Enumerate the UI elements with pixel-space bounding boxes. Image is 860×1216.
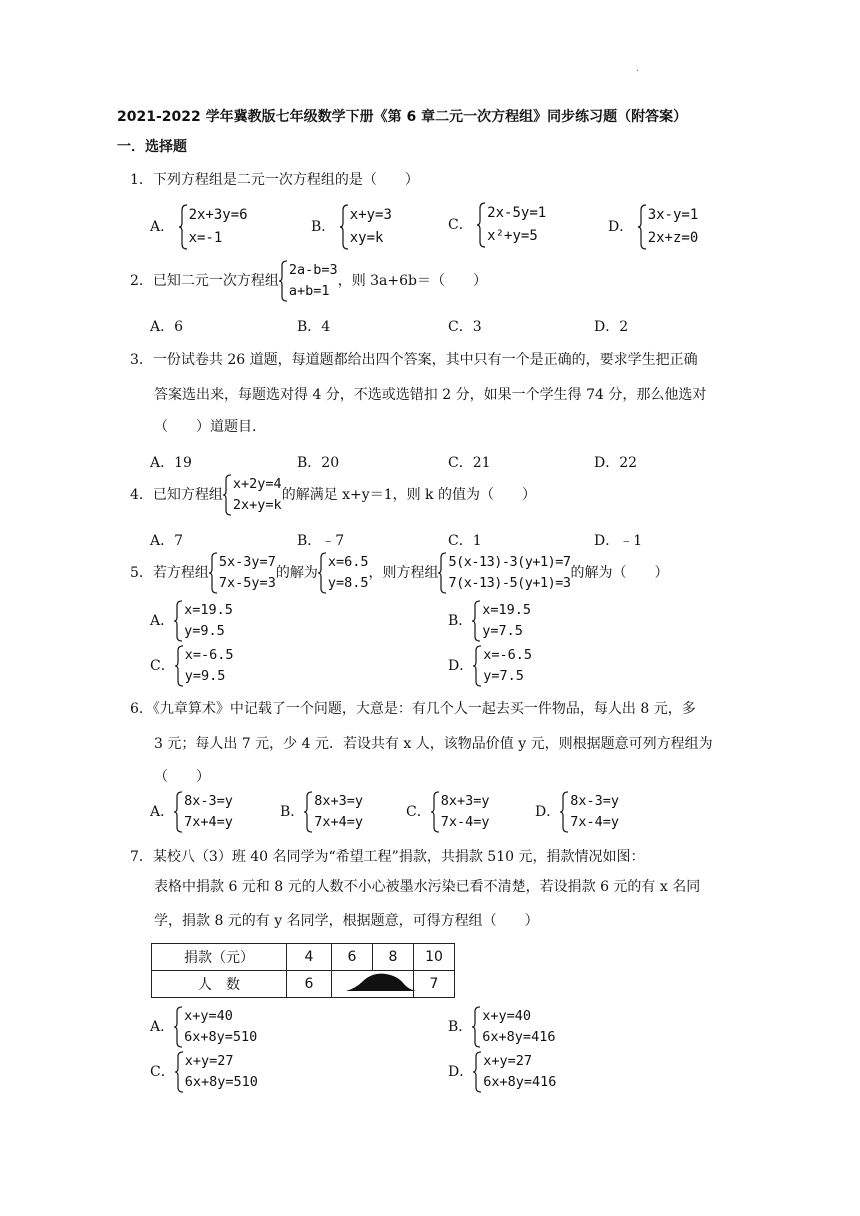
equation-line: x=19.5 <box>184 602 233 618</box>
equation-line: 6x+8y=416 <box>483 1074 557 1090</box>
q1-option-b[interactable] <box>311 204 392 250</box>
q7-option-b[interactable] <box>448 1006 555 1048</box>
question-3-line3: （ ）道题目． <box>154 419 266 435</box>
stem-text: 的解满足 x+y＝1，则 k 的值为（ ） <box>281 487 536 503</box>
q7-option-d[interactable] <box>448 1051 556 1093</box>
question-3-line2: 答案选出来，每题选对得 4 分，不选或选错扣 2 分，如果一个学生得 74 分，那么他选对 <box>154 387 707 403</box>
equation-line: 2x-5y=1 <box>487 205 547 221</box>
document-title: 2021-2022 学年冀教版七年级数学下册《第 6 章二元一次方程组》同步练习题（附答案） <box>117 109 688 125</box>
table-cell: 捐款（元） <box>152 944 287 971</box>
question-1-stem: 1．下列方程组是二元一次方程组的是（ ） <box>130 172 419 188</box>
q3-option-c[interactable]: C．21 <box>448 455 491 471</box>
equation-line: 7x-5y=3 <box>218 575 276 591</box>
q1-option-c[interactable] <box>448 202 546 248</box>
section-heading: 一．选择题 <box>117 139 187 155</box>
table-cell: 4 <box>287 944 332 971</box>
q7-option-c[interactable] <box>150 1051 258 1093</box>
equation-system <box>223 474 282 516</box>
option-label: B． <box>311 219 336 235</box>
table-row <box>152 944 455 971</box>
table-cell: 人 数 <box>152 971 287 998</box>
equation-line: y=7.5 <box>482 623 523 639</box>
q4-option-b[interactable]: B．﹣7 <box>297 533 345 549</box>
equation-system <box>279 260 338 302</box>
q6-option-d[interactable] <box>535 791 619 833</box>
equation-line: 5(x-13)-3(y+1)=7 <box>448 554 571 570</box>
equation-system <box>638 204 699 250</box>
equation-system <box>473 1051 556 1093</box>
table-cell: 10 <box>414 944 455 971</box>
q4-option-c[interactable]: C．1 <box>448 533 482 549</box>
equation-line: x=-6.5 <box>483 647 533 663</box>
equation-line: 8x+3=y <box>440 793 490 809</box>
q2-option-c[interactable]: C．3 <box>448 319 482 335</box>
question-7-line2: 表格中捐款 6 元和 8 元的人数不小心被墨水污染已看不清楚，若设捐款 6 元的有 x 名同 <box>154 879 701 895</box>
option-label: A． <box>150 804 175 820</box>
equation-line: x=-1 <box>188 230 223 246</box>
equation-line: x+y=27 <box>483 1053 533 1069</box>
equation-system <box>560 791 619 833</box>
equation-system <box>473 645 532 687</box>
equation-line: x+y=3 <box>349 207 392 223</box>
table-cell: 8 <box>373 944 414 971</box>
option-label: A． <box>150 1019 175 1035</box>
option-label: C． <box>150 1064 175 1080</box>
equation-line: x+y=27 <box>184 1053 234 1069</box>
equation-line: 7x+4=y <box>184 814 233 830</box>
q4-option-d[interactable]: D．﹣1 <box>594 533 643 549</box>
equation-line: y=7.5 <box>483 668 524 684</box>
q5-option-c[interactable] <box>150 645 234 687</box>
q5-option-b[interactable] <box>448 600 531 642</box>
equation-line: 8x+3=y <box>314 793 364 809</box>
question-7-line1: 7．某校八（3）班 40 名同学为“希望工程”捐款，共捐款 510 元，捐款情况如图： <box>130 849 645 865</box>
equation-system <box>175 645 234 687</box>
equation-line: x+y=40 <box>184 1008 233 1024</box>
q2-option-b[interactable]: B．4 <box>297 319 331 335</box>
question-2-stem <box>130 260 487 302</box>
equation-line: y=9.5 <box>184 668 226 684</box>
stem-text: ，则 3a+6b＝（ ） <box>337 273 488 289</box>
equation-line: y=9.5 <box>184 623 225 639</box>
q6-option-b[interactable] <box>280 791 363 833</box>
equation-line: 8x-3=y <box>184 793 233 809</box>
question-7-line3: 学，捐款 8 元的有 y 名同学，根据题意，可得方程组（ ） <box>154 913 539 929</box>
q3-option-b[interactable]: B．20 <box>297 455 340 471</box>
option-label: C． <box>406 804 431 820</box>
option-label: D． <box>448 658 474 674</box>
equation-line: 2a-b=3 <box>288 262 338 278</box>
equation-system <box>472 1006 555 1048</box>
equation-system <box>304 791 363 833</box>
equation-line: 2x+3y=6 <box>188 207 248 223</box>
stem-text: 的解为 <box>275 565 318 581</box>
equation-line: x+2y=4 <box>232 476 282 492</box>
equation-system <box>438 552 570 594</box>
equation-system <box>431 791 490 833</box>
q1-option-d[interactable] <box>608 204 698 250</box>
equation-system <box>209 552 276 594</box>
stem-text: 2．已知二元一次方程组 <box>130 273 279 289</box>
equation-line: 2x+z=0 <box>647 230 699 246</box>
question-3-line1: 3．一份试卷共 26 道题，每道题都给出四个答案，其中只有一个是正确的，要求学生把正确 <box>130 352 698 368</box>
option-label: D． <box>535 804 561 820</box>
question-6-line2: 3 元；每人出 7 元，少 4 元．若设共有 x 人，该物品价值 y 元，则根据题意可列方程组为 <box>154 736 713 752</box>
option-label: C． <box>448 217 473 233</box>
q2-option-d[interactable]: D．2 <box>594 319 629 335</box>
equation-system <box>472 600 531 642</box>
equation-system <box>477 202 546 248</box>
equation-line: x=6.5 <box>327 554 369 570</box>
stem-text: 4．已知方程组 <box>130 487 223 503</box>
option-label: B． <box>448 1019 473 1035</box>
equation-line: 7x-4=y <box>440 814 490 830</box>
equation-system <box>175 1051 258 1093</box>
table-cell: 6 <box>287 971 332 998</box>
equation-line: 8x-3=y <box>570 793 620 809</box>
equation-line: 3x-y=1 <box>647 207 699 223</box>
option-label: A． <box>150 613 175 629</box>
equation-line: 5x-3y=7 <box>218 554 276 570</box>
equation-line: x=-6.5 <box>184 647 234 663</box>
equation-line: x+y=40 <box>482 1008 532 1024</box>
option-label: B． <box>448 613 473 629</box>
equation-line: 7x+4=y <box>314 814 364 830</box>
table-cell: 6 <box>332 944 373 971</box>
option-label: B． <box>280 804 305 820</box>
option-label: C． <box>150 658 175 674</box>
question-6-line3: （ ） <box>154 769 210 785</box>
q7-option-a[interactable] <box>150 1006 257 1048</box>
option-label: A． <box>150 219 175 235</box>
equation-line: a+b=1 <box>288 283 330 299</box>
equation-system <box>174 1006 257 1048</box>
q5-option-d[interactable] <box>448 645 532 687</box>
equation-line: 2x+y=k <box>232 497 282 513</box>
stem-text: 的解为（ ） <box>570 565 669 581</box>
q6-option-a[interactable] <box>150 791 233 833</box>
stem-text: ，则方程组 <box>368 565 439 581</box>
q6-option-c[interactable] <box>406 791 490 833</box>
equation-system <box>179 204 248 250</box>
equation-line: xy=k <box>349 230 384 246</box>
q3-option-a[interactable]: A．19 <box>150 455 192 471</box>
stem-text: 5．若方程组 <box>130 565 209 581</box>
option-label: D． <box>448 1064 474 1080</box>
equation-line: 6x+8y=510 <box>184 1029 258 1045</box>
equation-system <box>174 791 233 833</box>
question-5-stem <box>130 552 669 594</box>
header-mark: · <box>636 66 640 77</box>
equation-line: 7(x-13)-5(y+1)=3 <box>448 575 571 591</box>
equation-line: 6x+8y=510 <box>184 1074 258 1090</box>
ink-stain-blot <box>346 972 416 992</box>
q2-option-a[interactable]: A．6 <box>150 319 184 335</box>
equation-line: y=8.5 <box>327 575 369 591</box>
q3-option-d[interactable]: D．22 <box>594 455 638 471</box>
equation-system <box>340 204 392 250</box>
equation-system <box>174 600 233 642</box>
question-6-line1: 6．《九章算术》中记载了一个问题，大意是：有几个人一起去买一件物品，每人出 8 元，多 <box>130 701 696 717</box>
question-4-stem <box>130 474 536 516</box>
option-label: D． <box>608 219 634 235</box>
equation-line: 6x+8y=416 <box>482 1029 556 1045</box>
q1-option-a[interactable] <box>150 204 248 250</box>
equation-line: x=19.5 <box>482 602 532 618</box>
equation-system <box>318 552 369 594</box>
equation-line: x²+y=5 <box>487 228 538 244</box>
equation-line: 7x-4=y <box>570 814 620 830</box>
table-cell: 7 <box>414 971 455 998</box>
q4-option-a[interactable]: A．7 <box>150 533 184 549</box>
q5-option-a[interactable] <box>150 600 233 642</box>
